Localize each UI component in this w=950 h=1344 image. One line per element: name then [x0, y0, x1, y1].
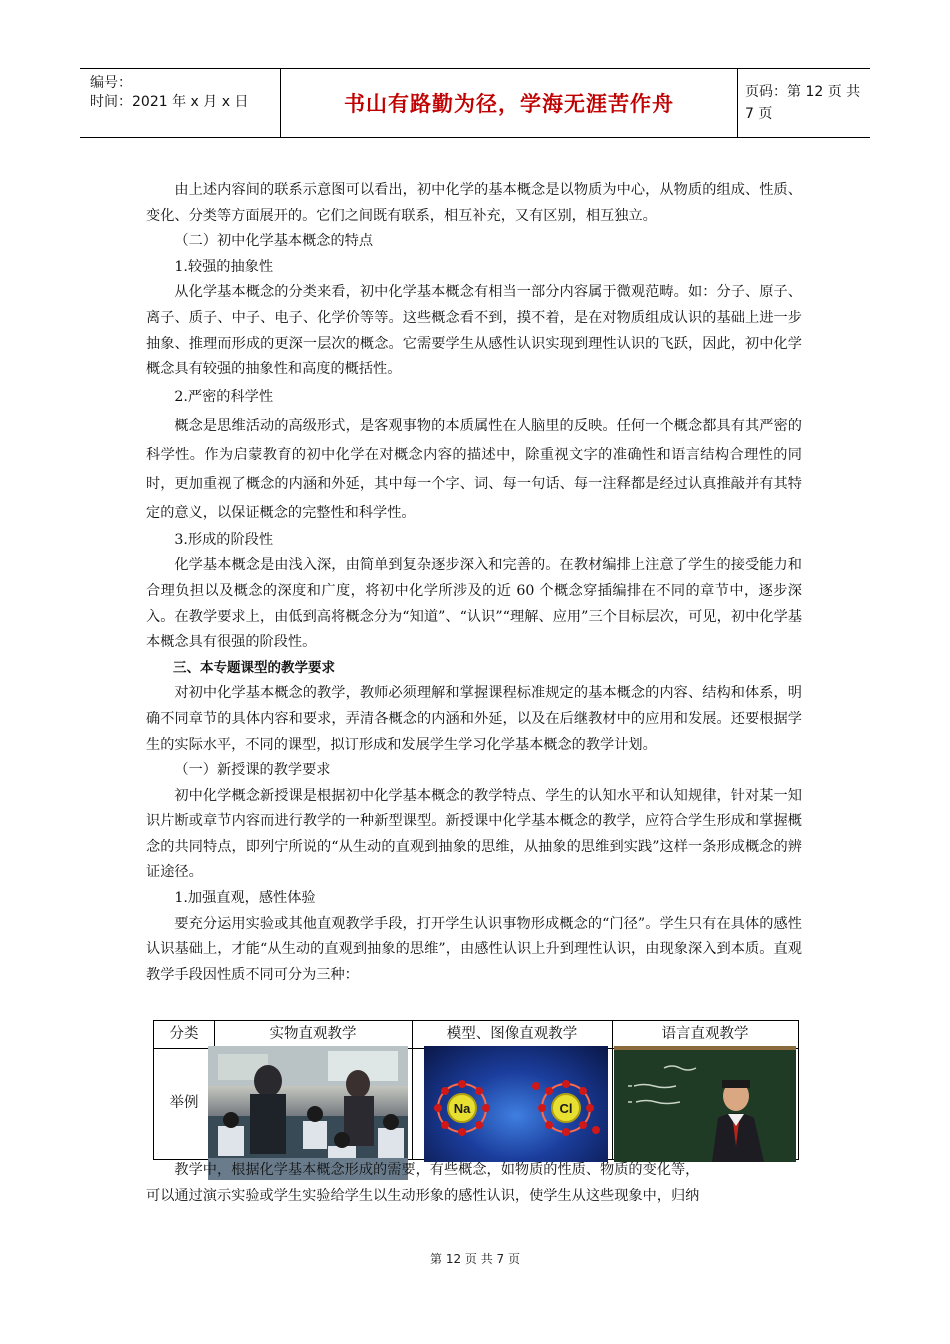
subsection-heading: 3.形成的阶段性	[174, 531, 274, 548]
paragraph: 要充分运用实验或其他直观教学手段，打开学生认识事物形成概念的“门径”。学生只有在具体的感性认识基础上，才能“从生动的直观到抽象的思维”，由感性认识上升到理性认识，由现象深入到本质。直观教学手段因性质不同可分为三种：	[146, 915, 802, 983]
paragraph: 由上述内容间的联系示意图可以看出，初中化学的基本概念是以物质为中心，从物质的组成、性质、变化、分类等方面展开的。它们之间既有联系，相互补充，又有区别，相互独立。	[146, 182, 802, 224]
number-label: 编号：	[90, 75, 132, 91]
section-heading-bold: 三、本专题课型的教学要求	[173, 659, 335, 676]
header-meta	[80, 69, 280, 137]
table-row-label: 举例	[169, 1095, 199, 1111]
table-header-cell: 语言直观教学	[661, 1026, 749, 1042]
sodium-label: Na	[453, 1101, 471, 1116]
paragraph: 化学基本概念是由浅入深，由简单到复杂逐步深入和完善的。在教材编排上注意了学生的接受能力和合理负担以及概念的深度和广度，将初中化学所涉及的近 60 个概念穿插编排在不同的章节中，逐步深入。在教学要求上，由低到高将概念分为“知道”、“认识”“理解、应用”三个目标层次，可见，初中化学基本概念具有很强的阶段性。	[146, 557, 802, 651]
paragraph-line: 教学中，根据化学基本概念形成的需要，有些概念，如物质的性质、物质的变化等，	[174, 1162, 700, 1178]
subsection-heading: 1.较强的抽象性	[174, 258, 274, 275]
motto: 书山有路勤为径，学海无涯苦作舟	[344, 92, 674, 116]
paragraph: 概念是思维活动的高级形式，是客观事物的本质属性在人脑里的反映。任何一个概念都具有其严密的科学性。作为启蒙教育的初中化学在对概念内容的描述中，除重视文字的准确性和语言结构合理性的同时，更加重视了概念的内涵和外延，其中每一个字、词、每一句话、每一注释都是经过认真推敲并有其特定的意义，以保证概念的完整性和科学性。	[146, 417, 802, 521]
page-header	[80, 68, 870, 138]
paragraph: 对初中化学基本概念的教学，教师必须理解和掌握课程标准规定的基本概念的内容、结构和体系，明确不同章节的具体内容和要求，弄清各概念的内涵和外延，以及在后继教材中的应用和发展。还要根据学生的实际水平，不同的课型，拟订形成和发展学生学习化学基本概念的教学计划。	[146, 685, 802, 753]
section-heading: （一）新授课的教学要求	[174, 762, 331, 779]
header-motto-cell	[280, 69, 738, 137]
chlorine-label: Cl	[559, 1101, 573, 1116]
section-heading: （二）初中化学基本概念的特点	[174, 233, 374, 250]
paragraph: 从化学基本概念的分类来看，初中化学基本概念有相当一部分内容属于微观范畴。如：分子、原子、离子、质子、中子、电子、化学价等等。这些概念看不到，摸不着，是在对物质组成认识的基础上进一步抽象、推理而形成的更深一层次的概念。它需要学生从感性认识实现到理性认识的飞跃，因此，初中化学概念具有较强的抽象性和高度的概括性。	[146, 284, 802, 378]
table-header-cell: 分类	[169, 1026, 199, 1042]
subsection-heading: 1.加强直观，感性体验	[174, 890, 316, 907]
page-footer: 第 12 页 共 7 页	[430, 1252, 520, 1266]
subsection-heading: 2.严密的科学性	[174, 388, 274, 405]
page-indicator: 页码：第 12 页 共 7 页	[745, 84, 861, 122]
table-header-cell: 模型、图像直观教学	[446, 1026, 578, 1042]
date-label: 时间：2021 年 x 月 x 日	[90, 94, 249, 110]
ion-model-image	[424, 1046, 608, 1162]
after-table-text	[146, 1158, 802, 1209]
header-page-cell	[737, 69, 870, 137]
paragraph-line: 可以通过演示实验或学生实验给学生以生动形象的感性认识，使学生从这些现象中，归纳	[146, 1187, 700, 1204]
teacher-blackboard-photo	[614, 1046, 796, 1162]
table-header-cell: 实物直观教学	[269, 1026, 357, 1042]
paragraph: 初中化学概念新授课是根据初中化学基本概念的教学特点、学生的认知水平和认知规律，针对某一知识片断或章节内容而进行教学的一种新型课型。新授课中化学基本概念的教学，应符合学生形成和掌握概念的共同特点，即列宁所说的“从生动的直观到抽象的思维，从抽象的思维到实践”这样一条形成概念的辨证途径。	[146, 787, 802, 881]
document-body	[146, 178, 802, 988]
